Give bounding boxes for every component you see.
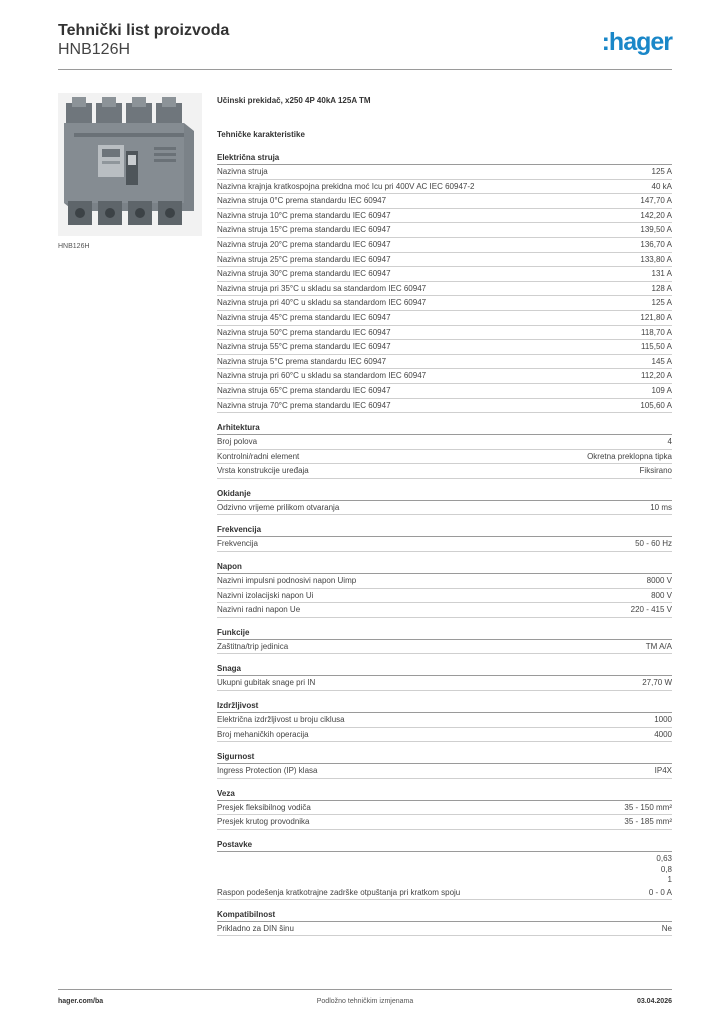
spec-value: Okretna preklopna tipka bbox=[587, 451, 672, 461]
spec-value: 125 A bbox=[651, 167, 672, 176]
spec-value: 121,80 A bbox=[640, 312, 672, 322]
document-title: Tehnički list proizvoda bbox=[58, 22, 230, 39]
spec-value: 112,20 A bbox=[641, 371, 672, 381]
spec-row bbox=[217, 852, 672, 900]
spec-label: Zaštitna/trip jedinica bbox=[217, 641, 289, 651]
spec-label: Električna izdržljivost u broju ciklusa bbox=[217, 715, 345, 725]
spec-label: Nazivna struja 55°C prema standardu IEC 60947 bbox=[217, 342, 391, 352]
spec-value: 147,70 A bbox=[640, 196, 672, 206]
spec-label: Nazivni impulsni podnosivi napon Uimp bbox=[217, 576, 357, 586]
section-title: Funkcije bbox=[217, 627, 672, 640]
spec-value: 10 ms bbox=[650, 502, 672, 512]
spec-section bbox=[217, 422, 672, 479]
spec-section-kompatibilnost bbox=[217, 909, 672, 937]
spec-value: 133,80 A bbox=[640, 254, 672, 264]
spec-label: Presjek krutog provodnika bbox=[217, 817, 310, 827]
spec-row bbox=[217, 165, 672, 180]
section-title: Izdržljivost bbox=[217, 700, 672, 713]
spec-value: 136,70 A bbox=[640, 239, 672, 249]
spec-label: Nazivna struja 25°C prema standardu IEC 60947 bbox=[217, 254, 391, 264]
spec-label: Nazivni izolacijski napon Ui bbox=[217, 590, 314, 600]
image-caption: HNB126H bbox=[58, 243, 90, 250]
spec-section bbox=[217, 663, 672, 691]
spec-value: 220 - 415 V bbox=[630, 605, 672, 615]
spec-values bbox=[649, 854, 672, 899]
spec-value: 0 - 0 A bbox=[648, 887, 672, 897]
spec-value: 4 bbox=[667, 437, 672, 447]
spec-value: 115,50 A bbox=[641, 342, 672, 352]
spec-value: 142,20 A bbox=[640, 210, 672, 220]
spec-row bbox=[217, 384, 672, 399]
spec-row bbox=[217, 253, 672, 268]
spec-section bbox=[217, 524, 672, 552]
spec-row bbox=[217, 464, 672, 479]
spec-value: Fiksirano bbox=[639, 466, 672, 476]
spec-label: Nazivna struja 0°C prema standardu IEC 60947 bbox=[217, 196, 387, 206]
spec-label: Nazivna struja 65°C prema standardu IEC 60947 bbox=[217, 385, 391, 395]
spec-section bbox=[217, 561, 672, 618]
spec-label: Broj polova bbox=[217, 437, 258, 447]
spec-value: 118,70 A bbox=[641, 327, 672, 337]
spec-row bbox=[217, 340, 672, 355]
spec-label: Nazivna struja 30°C prema standardu IEC 60947 bbox=[217, 269, 391, 279]
spec-label: Nazivna krajnja kratkospojna prekidna moć Icu pri 400V AC IEC 60947-2 bbox=[217, 181, 475, 191]
spec-row bbox=[217, 296, 672, 311]
section-title: Frekvencija bbox=[217, 524, 672, 537]
spec-label: Broj mehaničkih operacija bbox=[217, 729, 309, 739]
spec-row bbox=[217, 209, 672, 224]
spec-row bbox=[217, 640, 672, 655]
spec-label: Vrsta konstrukcije uređaja bbox=[217, 466, 309, 476]
spec-value: 35 - 185 mm² bbox=[624, 817, 672, 827]
hager-logo: :hager bbox=[601, 28, 672, 56]
spec-row bbox=[217, 537, 672, 552]
section-title: Napon bbox=[217, 561, 672, 574]
spec-label: Nazivni radni napon Ue bbox=[217, 605, 301, 615]
spec-value: 40 kA bbox=[651, 181, 672, 191]
page-header bbox=[58, 22, 672, 70]
spec-row bbox=[217, 399, 672, 414]
spec-row bbox=[217, 713, 672, 728]
spec-content bbox=[217, 96, 672, 945]
spec-row bbox=[217, 223, 672, 238]
spec-label: Nazivna struja 15°C prema standardu IEC 60947 bbox=[217, 225, 391, 235]
product-description: Učinski prekidač, x250 4P 40kA 125A TM bbox=[217, 96, 371, 105]
spec-value: 128 A bbox=[651, 283, 672, 293]
spec-row bbox=[217, 728, 672, 743]
spec-value: 105,60 A bbox=[640, 400, 672, 410]
footer-note: Podložno tehničkim izmjenama bbox=[316, 998, 414, 1005]
spec-label: Frekvencija bbox=[217, 539, 258, 549]
section-title: Snaga bbox=[217, 663, 672, 676]
spec-row bbox=[217, 326, 672, 341]
spec-value: 0,8 bbox=[660, 864, 672, 874]
spec-label: Ingress Protection (IP) klasa bbox=[217, 766, 318, 776]
spec-row bbox=[217, 764, 672, 779]
spec-row bbox=[217, 922, 672, 937]
spec-label: Nazivna struja 70°C prema standardu IEC 60947 bbox=[217, 400, 391, 410]
footer-website: hager.com/ba bbox=[58, 998, 104, 1005]
spec-row bbox=[217, 603, 672, 618]
spec-label: Nazivna struja 50°C prema standardu IEC 60947 bbox=[217, 327, 391, 337]
spec-value: TM A/A bbox=[645, 641, 672, 651]
product-image bbox=[58, 93, 202, 236]
spec-label: Nazivna struja 5°C prema standardu IEC 60947 bbox=[217, 356, 387, 366]
spec-row bbox=[217, 267, 672, 282]
section-title: Kompatibilnost bbox=[217, 909, 672, 922]
spec-value: Ne bbox=[661, 923, 672, 933]
spec-section bbox=[217, 488, 672, 516]
spec-label: Odzivno vrijeme prilikom otvaranja bbox=[217, 502, 340, 512]
spec-value: 800 V bbox=[651, 590, 672, 600]
spec-row bbox=[217, 311, 672, 326]
section-title: Električna struja bbox=[217, 152, 672, 165]
spec-label: Raspon podešenja kratkotrajne zadrške otpuštanja pri kratkom spoju bbox=[217, 887, 461, 897]
spec-row bbox=[217, 194, 672, 209]
spec-row bbox=[217, 435, 672, 450]
spec-value: 50 - 60 Hz bbox=[635, 539, 672, 549]
spec-row bbox=[217, 574, 672, 589]
spec-value: 35 - 150 mm² bbox=[624, 802, 672, 812]
spec-value: 109 A bbox=[651, 385, 672, 395]
spec-row bbox=[217, 450, 672, 465]
spec-row bbox=[217, 801, 672, 816]
spec-label: Presjek fleksibilnog vodiča bbox=[217, 802, 311, 812]
spec-label: Nazivna struja 20°C prema standardu IEC 60947 bbox=[217, 239, 391, 249]
spec-label: Ukupni gubitak snage pri IN bbox=[217, 678, 316, 688]
spec-value: IP4X bbox=[654, 766, 672, 776]
spec-label: Nazivna struja 45°C prema standardu IEC 60947 bbox=[217, 312, 391, 322]
spec-row bbox=[217, 282, 672, 297]
spec-sections bbox=[217, 152, 672, 830]
section-title: Arhitektura bbox=[217, 422, 672, 435]
footer-date: 03.04.2026 bbox=[636, 998, 672, 1005]
spec-section bbox=[217, 788, 672, 830]
spec-label: Nazivna struja bbox=[217, 167, 268, 176]
spec-section bbox=[217, 152, 672, 413]
spec-section-postavke bbox=[217, 839, 672, 900]
product-code: HNB126H bbox=[58, 41, 131, 58]
spec-value: 145 A bbox=[651, 356, 672, 366]
spec-row bbox=[217, 501, 672, 516]
spec-row bbox=[217, 369, 672, 384]
spec-value: 1000 bbox=[654, 715, 672, 725]
spec-value: 4000 bbox=[654, 729, 672, 739]
spec-row bbox=[217, 676, 672, 691]
section-title: Sigurnost bbox=[217, 751, 672, 764]
spec-value: 8000 V bbox=[646, 576, 672, 586]
spec-label: Nazivna struja pri 40°C u skladu sa standardom IEC 60947 bbox=[217, 298, 427, 308]
spec-row bbox=[217, 180, 672, 195]
spec-section bbox=[217, 751, 672, 779]
spec-label: Kontrolni/radni element bbox=[217, 451, 300, 461]
spec-label: Nazivna struja pri 35°C u skladu sa standardom IEC 60947 bbox=[217, 283, 427, 293]
spec-label: Nazivna struja pri 60°C u skladu sa standardom IEC 60947 bbox=[217, 371, 427, 381]
tech-characteristics-title: Tehničke karakteristike bbox=[217, 130, 305, 139]
spec-value: 1 bbox=[667, 875, 672, 884]
spec-value: 27,70 W bbox=[642, 678, 672, 688]
section-title: Okidanje bbox=[217, 488, 672, 501]
spec-row bbox=[217, 355, 672, 370]
spec-value: 131 A bbox=[651, 269, 672, 279]
page-footer bbox=[58, 989, 672, 1009]
spec-row bbox=[217, 815, 672, 830]
spec-row bbox=[217, 589, 672, 604]
spec-label: Prikladno za DIN šinu bbox=[217, 923, 294, 933]
section-title: Postavke bbox=[217, 839, 672, 852]
spec-value: 125 A bbox=[651, 298, 672, 308]
spec-row bbox=[217, 238, 672, 253]
section-title: Veza bbox=[217, 788, 672, 801]
spec-value: 139,50 A bbox=[640, 225, 672, 235]
spec-label: Nazivna struja 10°C prema standardu IEC 60947 bbox=[217, 210, 391, 220]
spec-section bbox=[217, 700, 672, 742]
spec-value: 0,63 bbox=[656, 854, 672, 863]
spec-section bbox=[217, 627, 672, 655]
circuit-breaker-icon bbox=[58, 93, 202, 236]
